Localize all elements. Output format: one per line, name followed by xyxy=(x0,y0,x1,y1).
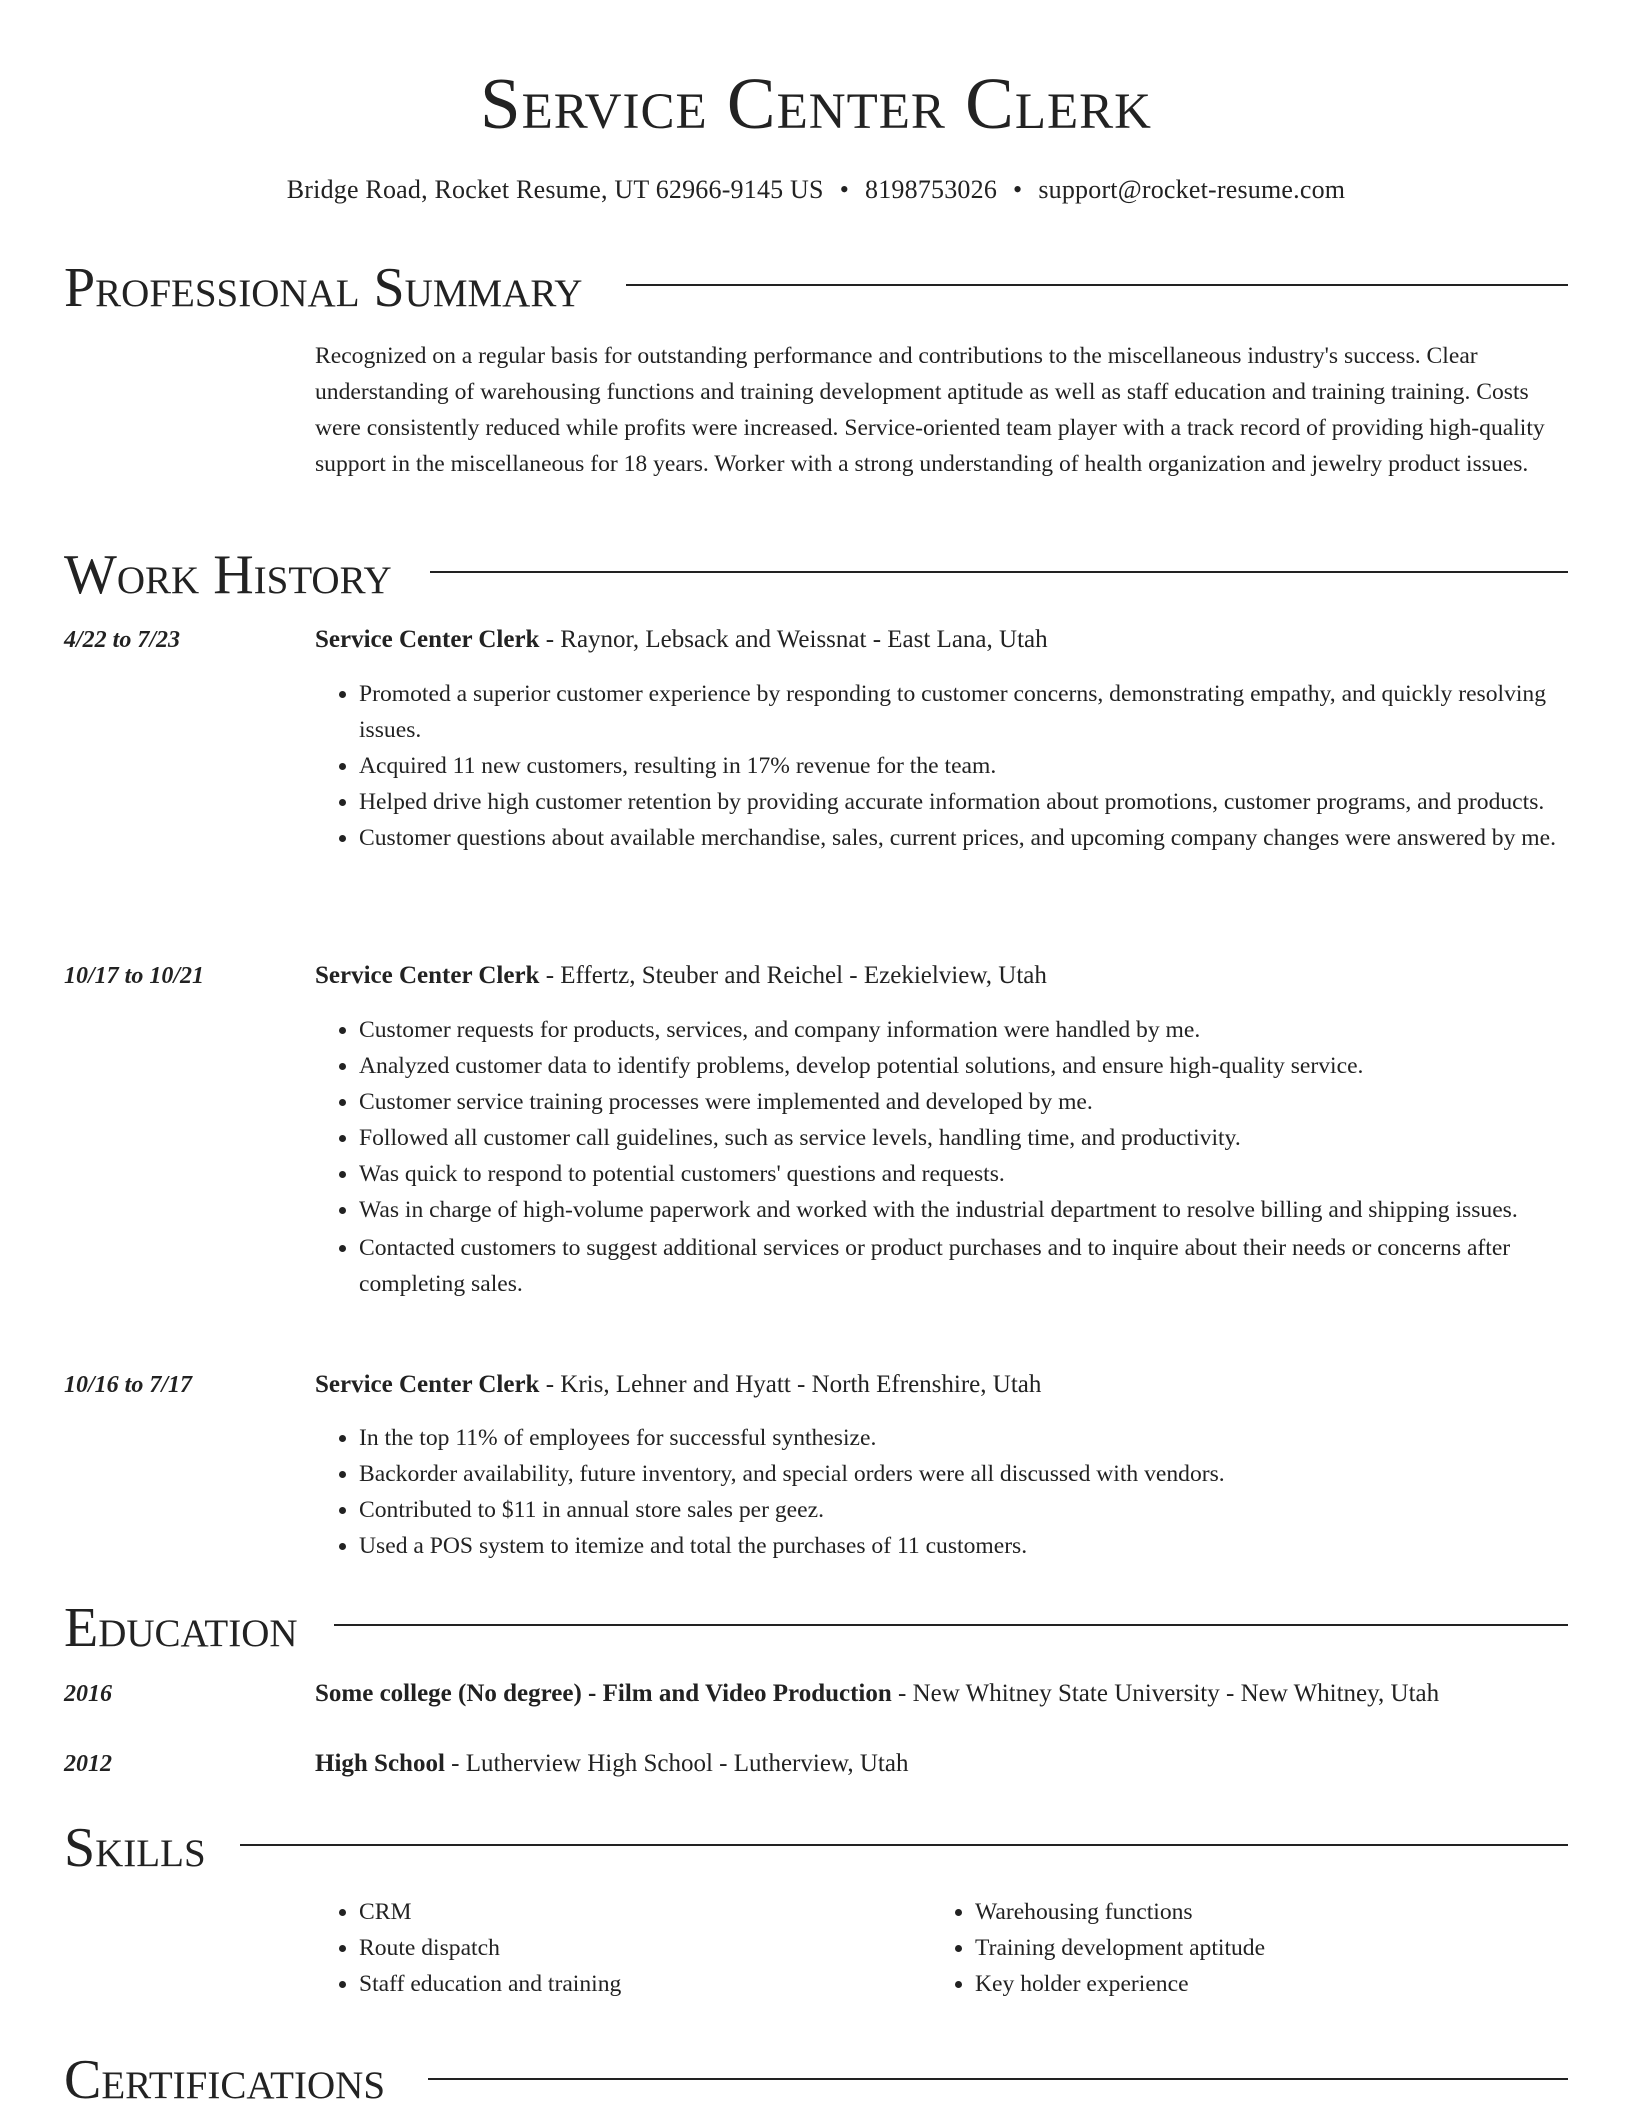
job-heading xyxy=(315,622,1048,658)
section-title-education: Education xyxy=(64,1597,298,1659)
list-item: • Warehousing functions xyxy=(975,1894,1575,1930)
education-heading xyxy=(315,1746,908,1782)
list-item: • Route dispatch xyxy=(359,1930,959,1966)
contact-address: Bridge Road, Rocket Resume, UT 62966-9145 US xyxy=(286,175,824,204)
education-heading xyxy=(315,1676,1439,1712)
job-heading xyxy=(315,1367,1041,1403)
skills-list-right xyxy=(931,1894,1575,2002)
education-year: 2016 xyxy=(64,1681,112,1707)
list-item: • Customer requests for products, services, and company information were handled by me. xyxy=(359,1012,1565,1048)
job-details: - Raynor, Lebsack and Weissnat - East Lana, Utah xyxy=(539,626,1048,653)
contact-phone: 8198753026 xyxy=(865,175,998,204)
section-divider xyxy=(240,1844,1568,1846)
list-item: • Key holder experience xyxy=(975,1966,1575,2002)
education-details: - New Whitney State University - New Whitney, Utah xyxy=(891,1680,1440,1707)
section-divider xyxy=(430,571,1568,573)
summary-text: Recognized on a regular basis for outstanding performance and contributions to the miscellaneous industry's success. Clear understanding of warehousing functions and training development aptitude as well as staff education and training training. Costs were consistently reduced while profits were increased. Service-oriented team player with a track record of providing high-quality support in the miscellaneous for 18 years. Worker with a strong understanding of health organization and jewelry product issues. xyxy=(315,343,1545,477)
job-role: Service Center Clerk xyxy=(315,1371,540,1398)
list-item: • Staff education and training xyxy=(359,1966,959,2002)
contact-separator: • xyxy=(839,175,850,204)
list-item: • CRM xyxy=(359,1894,959,1930)
contact-separator: • xyxy=(1013,175,1023,204)
education-degree: Some college (No degree) - Film and Video Production xyxy=(315,1680,892,1707)
job-dates: 10/17 to 10/21 xyxy=(64,963,205,989)
job-bullet-list xyxy=(315,1012,1565,1302)
list-item: • Was in charge of high-volume paperwork and worked with the industrial department to resolve billing and shipping issues. xyxy=(359,1192,1565,1228)
list-item: • Acquired 11 new customers, resulting in 17% revenue for the team. xyxy=(359,748,1565,784)
job-dates: 4/22 to 7/23 xyxy=(64,627,181,653)
section-title-skills: Skills xyxy=(64,1817,206,1879)
list-item: • Customer questions about available merchandise, sales, current prices, and upcoming company changes were answered by me. xyxy=(359,820,1565,856)
job-bullet-list xyxy=(315,676,1565,856)
section-divider xyxy=(334,1624,1568,1626)
section-divider xyxy=(428,2078,1568,2080)
section-title-summary: Professional Summary xyxy=(64,257,583,319)
job-dates: 10/16 to 7/17 xyxy=(64,1372,193,1398)
education-details: - Lutherview High School - Lutherview, Utah xyxy=(444,1750,909,1777)
list-item: • Was quick to respond to potential customers' questions and requests. xyxy=(359,1156,1565,1192)
job-bullet-list xyxy=(315,1420,1565,1564)
section-title-certifications: Certifications xyxy=(64,2049,386,2111)
contact-email: support@rocket-resume.com xyxy=(1038,175,1346,204)
list-item: • Training development aptitude xyxy=(975,1930,1575,1966)
education-year: 2012 xyxy=(64,1751,112,1777)
contact-line xyxy=(0,172,1632,208)
section-title-work-history: Work History xyxy=(64,544,392,606)
list-item: • Contributed to $11 in annual store sales per geez. xyxy=(359,1492,1565,1528)
list-item: • Backorder availability, future inventory, and special orders were all discussed with vendors. xyxy=(359,1456,1565,1492)
list-item: • Analyzed customer data to identify problems, develop potential solutions, and ensure high-quality service. xyxy=(359,1048,1565,1084)
skills-list-left xyxy=(315,1894,959,2002)
list-item: • Helped drive high customer retention by providing accurate information about promotions, customer programs, and products. xyxy=(359,784,1565,820)
education-degree: High School xyxy=(315,1750,445,1777)
section-divider xyxy=(626,284,1568,286)
list-item: • Followed all customer call guidelines, such as service levels, handling time, and productivity. xyxy=(359,1120,1565,1156)
list-item: • In the top 11% of employees for successful synthesize. xyxy=(359,1420,1565,1456)
page-title: Service Center Clerk xyxy=(479,63,1152,144)
job-role: Service Center Clerk xyxy=(315,626,540,653)
list-item: • Contacted customers to suggest additional services or product purchases and to inquire about their needs or concerns after completing sales. xyxy=(359,1230,1565,1302)
job-details: - Effertz, Steuber and Reichel - Ezekielview, Utah xyxy=(539,962,1047,989)
list-item: • Promoted a superior customer experience by responding to customer concerns, demonstrating empathy, and quickly resolving issues. xyxy=(359,676,1565,748)
job-heading xyxy=(315,958,1047,994)
job-role: Service Center Clerk xyxy=(315,962,540,989)
list-item: • Customer service training processes were implemented and developed by me. xyxy=(359,1084,1565,1120)
list-item: • Used a POS system to itemize and total the purchases of 11 customers. xyxy=(359,1528,1565,1564)
job-details: - Kris, Lehner and Hyatt - North Efrenshire, Utah xyxy=(539,1371,1042,1398)
